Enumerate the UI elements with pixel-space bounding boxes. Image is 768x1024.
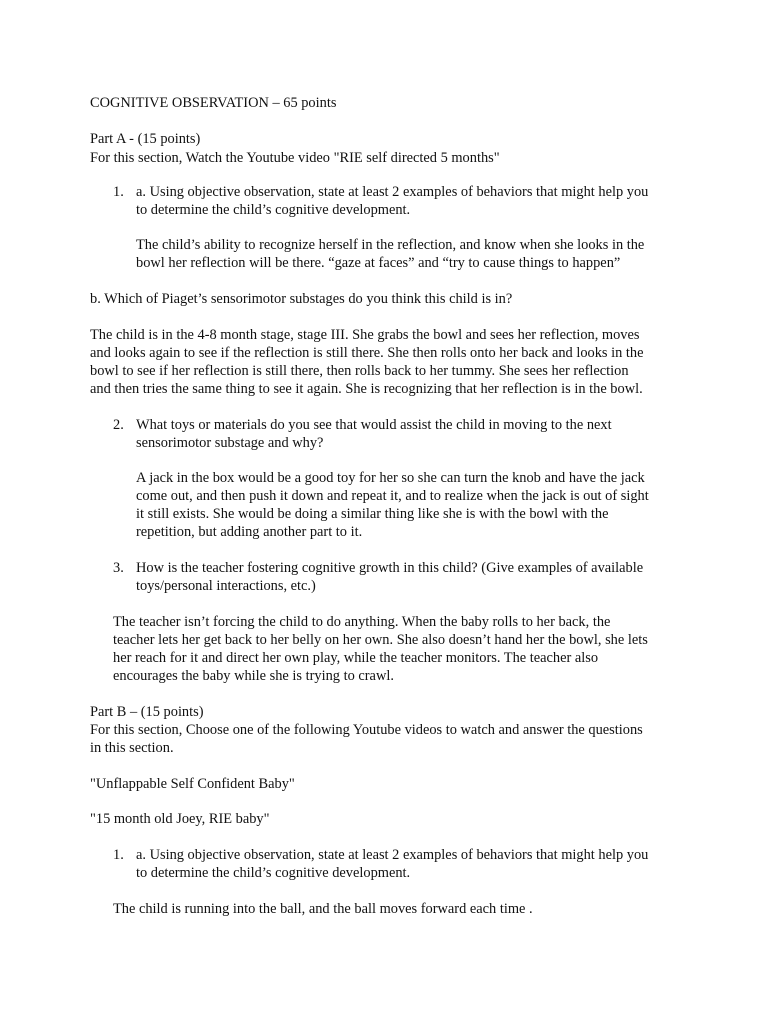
answer-text: A jack in the box would be a good toy for her so she can turn the knob and have the jack	[136, 470, 645, 486]
question-text: b. Which of Piaget’s sensorimotor substages do you think this child is in?	[90, 291, 513, 307]
answer-text: The child is running into the ball, and the ball moves forward each time .	[113, 901, 533, 917]
question-text: to determine the child’s cognitive development.	[136, 202, 411, 218]
answer-text: and looks again to see if the reflection is still there. She then rolls onto her back and looks in the	[90, 345, 644, 361]
answer-text: her reach for it and direct her own play, while the teacher monitors. The teacher also	[113, 650, 599, 666]
question-text: a. Using objective observation, state at least 2 examples of behaviors that might help you	[136, 184, 649, 200]
document-title: COGNITIVE OBSERVATION – 65 points	[90, 95, 337, 111]
question-number: 1.	[113, 847, 124, 863]
part-a-intro: For this section, Watch the Youtube video "RIE self directed 5 months"	[90, 150, 500, 166]
video-title: "Unflappable Self Confident Baby"	[90, 776, 295, 792]
answer-text: repetition, but adding another part to it.	[136, 524, 363, 540]
video-title: "15 month old Joey, RIE baby"	[90, 811, 270, 827]
question-text: sensorimotor substage and why?	[136, 435, 324, 451]
question-text: What toys or materials do you see that would assist the child in moving to the next	[136, 417, 612, 433]
answer-text: encourages the baby while she is trying to crawl.	[113, 668, 394, 684]
answer-text: bowl her reflection will be there. “gaze at faces” and “try to cause things to happen”	[136, 255, 621, 271]
answer-text: come out, and then push it down and repeat it, and to realize when the jack is out of sight	[136, 488, 649, 504]
part-b-heading: Part B – (15 points)	[90, 704, 204, 720]
part-b-intro: For this section, Choose one of the following Youtube videos to watch and answer the questions	[90, 722, 643, 738]
answer-text: it still exists. She would be doing a similar thing like she is with the bowl with the	[136, 506, 609, 522]
question-text: toys/personal interactions, etc.)	[136, 578, 316, 594]
answer-text: teacher lets her get back to her belly on her own. She also doesn’t hand her the bowl, she lets	[113, 632, 648, 648]
question-text: to determine the child’s cognitive development.	[136, 865, 411, 881]
part-a-heading: Part A - (15 points)	[90, 131, 201, 147]
question-number: 1.	[113, 184, 124, 200]
question-number: 3.	[113, 560, 124, 576]
question-text: How is the teacher fostering cognitive growth in this child? (Give examples of available	[136, 560, 644, 576]
answer-text: The child is in the 4-8 month stage, stage III. She grabs the bowl and sees her reflection, moves	[90, 327, 640, 343]
part-b-intro: in this section.	[90, 740, 174, 756]
question-text: a. Using objective observation, state at least 2 examples of behaviors that might help you	[136, 847, 649, 863]
answer-text: The teacher isn’t forcing the child to do anything. When the baby rolls to her back, the	[113, 614, 611, 630]
answer-text: and then tries the same thing to see it again. She is recognizing that her reflection is in the bowl.	[90, 381, 643, 397]
answer-text: bowl to see if her reflection is still there, then rolls back to her tummy. She sees her reflection	[90, 363, 629, 379]
answer-text: The child’s ability to recognize herself in the reflection, and know when she looks in the	[136, 237, 645, 253]
question-number: 2.	[113, 417, 124, 433]
